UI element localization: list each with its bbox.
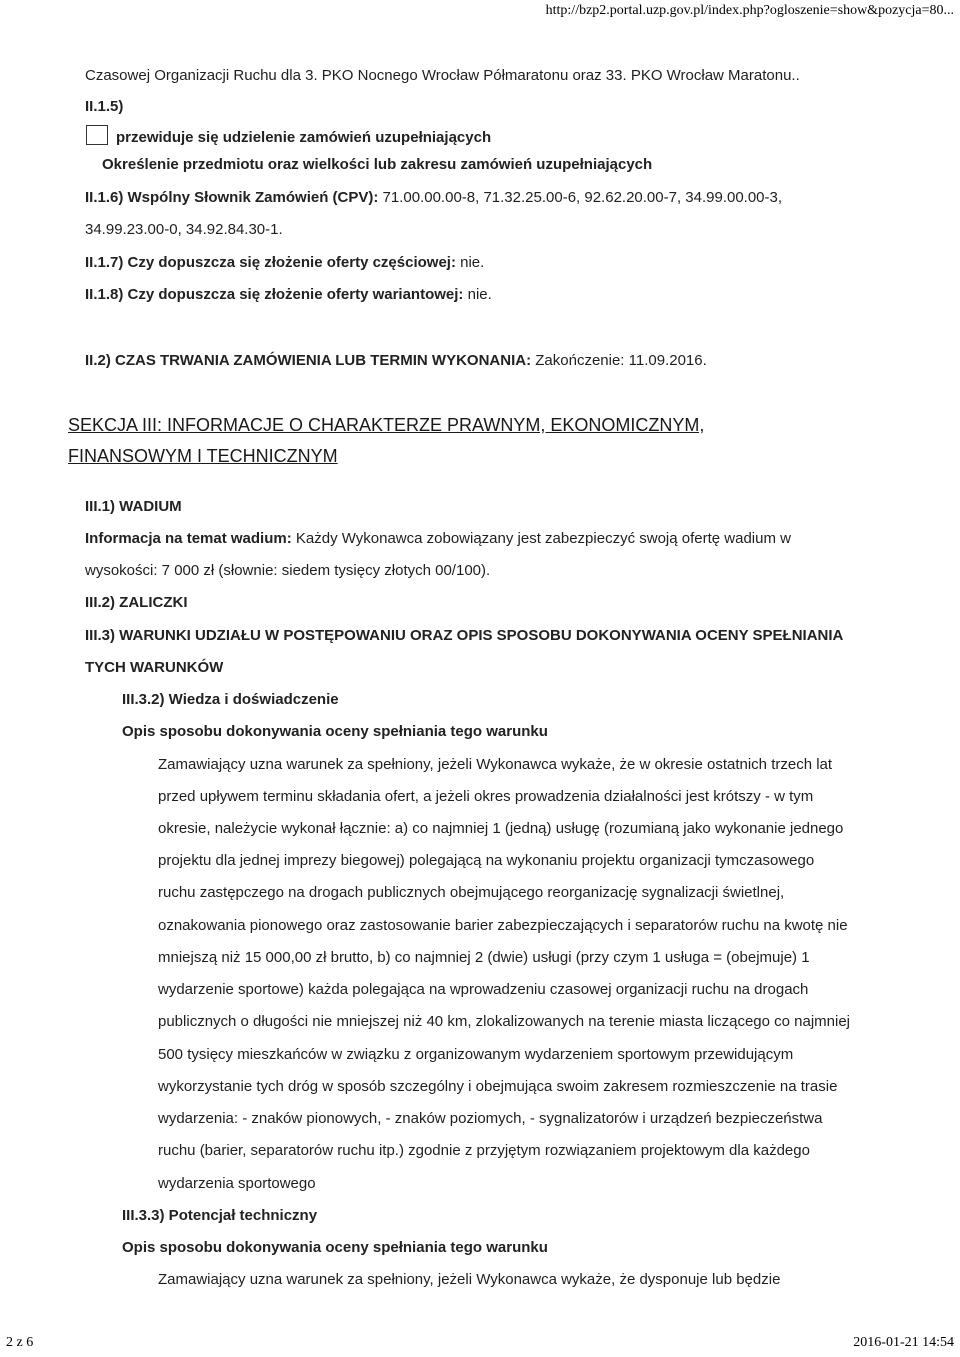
ii16-label: II.1.6) Wspólny Słownik Zamówień (CPV): <box>85 189 379 206</box>
section3-title-line2: FINANSOWYM I TECHNICZNYM <box>68 446 338 466</box>
para-iii32-line: ruchu (barier, separatorów ruchu itp.) zgodnie z przyjętym rozwiązaniem projektowym dla każdego <box>158 1142 810 1159</box>
ii15-label: II.1.5) <box>85 98 124 115</box>
ii16-value1: 71.00.00.00-8, 71.32.25.00-6, 92.62.20.00-7, 34.99.00.00-3, <box>378 189 783 206</box>
print-datetime: 2016-01-21 14:54 <box>853 1335 954 1350</box>
ii2-label: II.2) CZAS TRWANIA ZAMÓWIENIA LUB TERMIN WYKONANIA: <box>85 352 532 369</box>
para-iii32-line: ruchu zastępczego na drogach publicznych obejmującego reorganizację sygnalizacji świetlnej, <box>158 884 785 901</box>
para-iii32-line: Zamawiający uzna warunek za spełniony, jeżeli Wykonawca wykaże, że w okresie ostatnich trzech lat <box>158 756 833 773</box>
ii18-value: nie. <box>463 286 492 303</box>
iii1-label: III.1) WADIUM <box>85 498 182 515</box>
para-iii32-line: przed upływem terminu składania ofert, a jeżeli okres prowadzenia działalności jest krótszy - w tym <box>158 788 814 805</box>
additional-orders-checkbox <box>86 125 108 145</box>
iii32-label: III.3.2) Wiedza i doświadczenie <box>122 691 339 708</box>
para-iii33-line: Zamawiający uzna warunek za spełniony, jeżeli Wykonawca wykaże, że dysponuje lub będzie <box>158 1271 781 1288</box>
wadium-text1: Każdy Wykonawca zobowiązany jest zabezpieczyć swoją ofertę wadium w <box>291 530 791 547</box>
ii18-line <box>85 285 492 304</box>
para-iii32-line: projektu dla jednej imprezy biegowej) polegającą na wykonaniu projektu organizacji tymczasowego <box>158 852 815 869</box>
para-iii32-line: okresie, należycie wykonał łącznie: a) co najmniej 1 (jedną) usługę (rozumianą jako wykonanie jednego <box>158 820 844 837</box>
ii2-line <box>85 351 707 370</box>
ii15-sub: Określenie przedmiotu oraz wielkości lub zakresu zamówień uzupełniających <box>102 156 653 173</box>
page-number: 2 z 6 <box>6 1335 34 1350</box>
opis-label-1: Opis sposobu dokonywania oceny spełniania tego warunku <box>122 723 548 740</box>
para-iii32-line: wydarzenia: - znaków pionowych, - znaków poziomych, - sygnalizatorów i urządzeń bezpieczeństwa <box>158 1110 823 1127</box>
ii15-checkbox-label: przewiduje się udzielenie zamówień uzupełniających <box>116 129 492 146</box>
iii33-label: III.3.3) Potencjał techniczny <box>122 1207 318 1224</box>
para-iii32-line: wydarzenia sportowego <box>158 1175 316 1192</box>
wadium-label: Informacja na temat wadium: <box>85 530 292 547</box>
iii3-line2: TYCH WARUNKÓW <box>85 659 224 676</box>
ii17-label: II.1.7) Czy dopuszcza się złożenie oferty częściowej: <box>85 254 456 271</box>
intro-line: Czasowej Organizacji Ruchu dla 3. PKO Nocnego Wrocław Półmaratonu oraz 33. PKO Wrocław Maratonu.. <box>85 67 800 84</box>
ii2-value: Zakończenie: 11.09.2016. <box>531 352 707 369</box>
opis-label-2: Opis sposobu dokonywania oceny spełniania tego warunku <box>122 1239 548 1256</box>
wadium-line1 <box>85 529 791 548</box>
iii3-line1: III.3) WARUNKI UDZIAŁU W POSTĘPOWANIU ORAZ OPIS SPOSOBU DOKONYWANIA OCENY SPEŁNIANIA <box>85 627 844 644</box>
para-iii32-line: mniejszą niż 15 000,00 zł brutto, b) co najmniej 2 (dwie) usługi (przy czym 1 usługa = (obejmuje) 1 <box>158 949 810 966</box>
page-url-header: http://bzp2.portal.uzp.gov.pl/index.php?ogloszenie=show&pozycja=80... <box>545 3 954 18</box>
ii17-value: nie. <box>455 254 485 271</box>
para-iii32-line: 500 tysięcy mieszkańców w związku z organizowanym wydarzeniem sportowym przewidującym <box>158 1046 794 1063</box>
para-iii32-line: oznakowania pionowego oraz zastosowanie barier zabezpieczających i separatorów ruchu na kwotę nie <box>158 917 848 934</box>
ii17-line <box>85 253 484 272</box>
para-iii32-line: wykorzystanie tych dróg w sposób szczególny i obejmująca swoim zakresem rozmieszczenie na trasie <box>158 1078 838 1095</box>
ii16-value2: 34.99.23.00-0, 34.92.84.30-1. <box>85 221 283 238</box>
para-iii32-line: publicznych o długości nie mniejszej niż 40 km, zlokalizowanych na terenie miasta liczącego co najmniej <box>158 1013 851 1030</box>
section3-title-line1: SEKCJA III: INFORMACJE O CHARAKTERZE PRAWNYM, EKONOMICZNYM, <box>68 415 705 435</box>
para-iii32-line: wydarzenie sportowe) każda polegająca na wprowadzeniu czasowej organizacji ruchu na drogach <box>158 981 809 998</box>
ii18-label: II.1.8) Czy dopuszcza się złożenie oferty wariantowej: <box>85 286 464 303</box>
wadium-text2: wysokości: 7 000 zł (słownie: siedem tysięcy złotych 00/100). <box>85 562 491 579</box>
ii16-line1 <box>85 188 782 207</box>
iii2-label: III.2) ZALICZKI <box>85 594 188 611</box>
